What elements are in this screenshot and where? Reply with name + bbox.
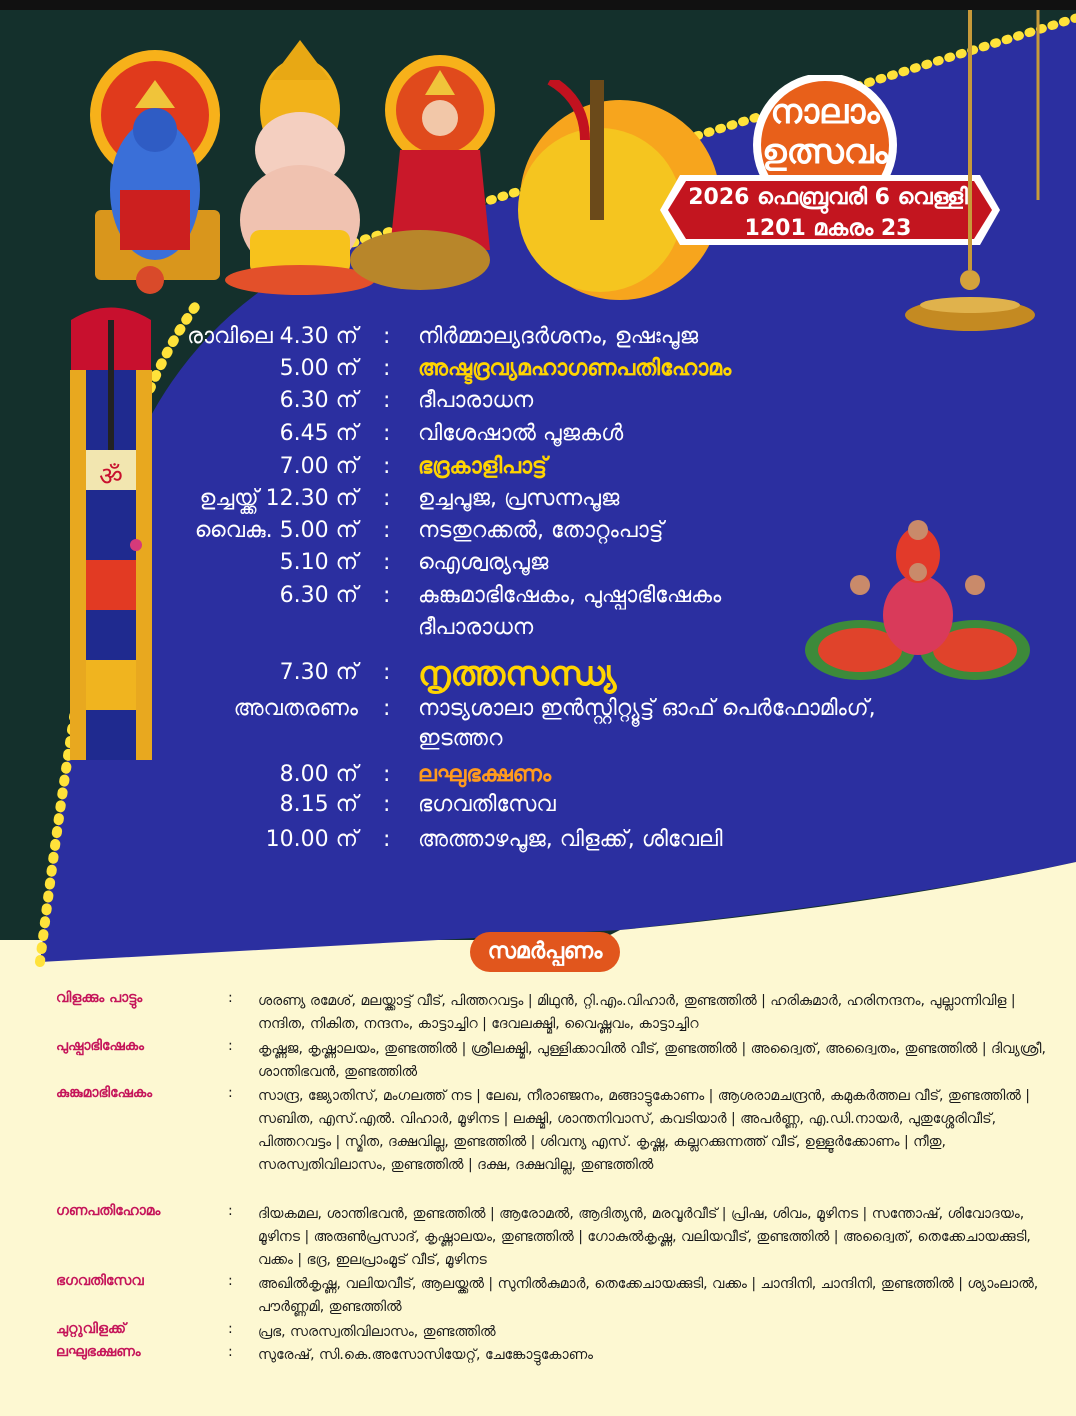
title-line-2: ഉത്സവം <box>762 132 888 172</box>
schedule-row <box>0 583 1076 645</box>
schedule-event: ഭദ്രകാളിപാട്ട് <box>418 454 547 479</box>
schedule-time: വൈകു. 5.00 ന് <box>194 518 358 543</box>
schedule-row <box>0 324 1076 354</box>
dedication-colon: : <box>228 990 233 1006</box>
dedication-colon: : <box>228 1203 233 1219</box>
schedule-time: 6.30 ന് <box>279 583 358 608</box>
dedication-text: പ്രഭ, സരസ്വതിവിലാസം, തുണ്ടത്തിൽ <box>258 1324 496 1340</box>
schedule-row <box>0 421 1076 451</box>
oil-lamp-icon <box>890 0 1040 350</box>
schedule-time: 5.00 ന് <box>279 356 358 381</box>
schedule-time: 7.30 ന് <box>279 660 358 685</box>
schedule-colon: : <box>383 388 391 413</box>
deities-image <box>80 40 510 300</box>
schedule-event-line2: ഇടത്തറ <box>418 726 503 751</box>
schedule-event: വിശേഷാൽ പൂജകൾ <box>418 421 624 446</box>
schedule-time: 8.00 ന് <box>279 762 358 787</box>
schedule-colon: : <box>383 454 391 479</box>
schedule-row <box>0 654 1076 698</box>
dedication-colon: : <box>228 1273 233 1289</box>
schedule-row <box>0 696 1076 758</box>
dedication-label: ചുറ്റുവിളക്ക് <box>56 1321 126 1337</box>
schedule-colon: : <box>383 324 391 349</box>
schedule-colon: : <box>383 792 391 817</box>
schedule-row <box>0 486 1076 516</box>
schedule-row <box>0 792 1076 822</box>
dedication-colon: : <box>228 1321 233 1337</box>
schedule-row <box>0 550 1076 580</box>
schedule-event: അത്താഴപൂജ, വിളക്ക്, ശിവേലി <box>418 827 723 852</box>
date-line-1: 2026 ഫെബ്രുവരി 6 വെള്ളി <box>688 185 968 210</box>
schedule-colon: : <box>383 550 391 575</box>
dedication-text: സുരേഷ്, സി.കെ.അസോസിയേറ്റ്, ചേങ്കോട്ടുകോണം <box>258 1347 594 1363</box>
schedule-time: അവതരണം <box>233 696 358 721</box>
schedule-colon: : <box>383 486 391 511</box>
schedule-event: നിർമ്മാല്യദർശനം, ഉഷഃപൂജ <box>418 324 699 349</box>
schedule-row <box>0 827 1076 857</box>
schedule-event: കുങ്കുമാഭിഷേകം, പുഷ്പാഭിഷേകം <box>418 583 722 608</box>
dedication-text: കൃഷ്ണജ, കൃഷ്ണാലയം, തുണ്ടത്തിൽ | ശ്രീലക്ഷ്മി, പുള്ളിക്കാവിൽ വീട്, തുണ്ടത്തിൽ | അദ്വൈത്, അദ്വൈതം, തുണ്ടത്തിൽ | ദിവ്യശ്രീ, ശാന്തിഭവൻ, തുണ്ടത്തിൽ <box>258 1041 1046 1080</box>
schedule-event: ദീപാരാധന <box>418 388 534 413</box>
schedule-time: 8.15 ന് <box>279 792 358 817</box>
schedule-colon: : <box>383 518 391 543</box>
schedule-event-line2: ദീപാരാധന <box>418 615 534 640</box>
festival-title <box>740 92 910 172</box>
schedule-event: ഐശ്വര്യപൂജ <box>418 550 549 575</box>
schedule-row <box>0 762 1076 792</box>
schedule-event: നൃത്തസന്ധ്യ <box>418 654 617 694</box>
dedication-text: ദിയകമല, ശാന്തിഭവൻ, തുണ്ടത്തിൽ | ആരോമൽ, ആദിത്യൻ, മരവൂർവീട് | പ്രിഷ, ശിവം, മൂഴിനട | സന്തോഷ്, ശിവോദയം, മൂഴിനട | അരുൺപ്രസാദ്, കൃഷ്ണാലയം, തുണ്ടത്തിൽ | ഗോകുൽകൃഷ്ണ, വലിയവീട്, തുണ്ടത്തിൽ | അദ്വൈത്, തെക്കേചായക്കുടി, വക്കം | ഭദ്ര, ഇലപ്രാംമൂട് വീട്, മൂഴിനട <box>258 1206 1031 1268</box>
dedication-text: സാന്ദ്ര, ജ്യോതിസ്, മംഗലത്ത് നട | ലേഖ, നീരാഞ്ജനം, മങ്ങാട്ടുകോണം | ആശരാമചന്ദ്രൻ, കമുകർത്തല വീട്, തുണ്ടത്തിൽ | സബിത, എസ്.എൽ. വിഹാർ, മൂഴിനട | ലക്ഷ്മി, ശാന്തനിവാസ്, കവടിയാർ | അപർണ്ണ, എ.ഡി.നായർ, പുതുശ്ശേരിവീട്, പിത്തറവട്ടം | സ്മിത, ദക്ഷവില്ല, തുണ്ടത്തിൽ | ശിവന്യ എസ്. കൃഷ്ണ, കല്ലറക്കുന്നത്ത് വീട്, ഉള്ളൂർക്കോണം | നീതു, സരസ്വതിവിലാസം, തുണ്ടത്തിൽ | ദക്ഷ, ദക്ഷവില്ല, തുണ്ടത്തിൽ <box>258 1088 1031 1173</box>
schedule-row <box>0 454 1076 484</box>
date-line-2: 1201 മകരം 23 <box>744 216 912 241</box>
schedule-event: ലഘുഭക്ഷണം <box>418 762 552 787</box>
schedule-event: നടതുറക്കൽ, തോറ്റംപാട്ട് <box>418 518 664 543</box>
deity-lakshmi-image <box>350 55 495 290</box>
schedule-time: 7.00 ന് <box>279 454 358 479</box>
schedule-colon: : <box>383 696 391 721</box>
schedule-time: 6.45 ന് <box>279 421 358 446</box>
schedule-row <box>0 388 1076 418</box>
schedule-colon: : <box>383 660 391 685</box>
schedule-time: ഉച്ചയ്ക്ക് 12.30 ന് <box>199 486 358 511</box>
schedule-row <box>0 356 1076 386</box>
schedule-event: നാട്യശാലാ ഇൻസ്റ്റിറ്റ്യൂട്ട് ഓഫ് പെർഫോമിംഗ്, <box>418 696 876 721</box>
samarpanam-heading: സമർപ്പണം <box>470 932 620 972</box>
title-line-1: നാലാം <box>770 92 880 132</box>
dedication-label: ലഘുഭക്ഷണം <box>56 1344 141 1360</box>
schedule-colon: : <box>383 421 391 446</box>
schedule-colon: : <box>383 356 391 381</box>
schedule-event: ഭഗവതിസേവ <box>418 792 556 817</box>
schedule-time: രാവിലെ 4.30 ന് <box>187 324 358 349</box>
schedule-colon: : <box>383 583 391 608</box>
schedule-colon: : <box>383 827 391 852</box>
schedule-colon: : <box>383 762 391 787</box>
dedication-label: പുഷ്പാഭിഷേകം <box>56 1038 145 1054</box>
schedule-time: 5.10 ന് <box>279 550 358 575</box>
deity-kali-image <box>90 50 220 294</box>
dedication-colon: : <box>228 1344 233 1360</box>
sword-hilt <box>590 80 604 220</box>
svg-text:ॐ: ॐ <box>99 462 123 492</box>
dedication-label: ഭഗവതിസേവ <box>56 1273 144 1289</box>
schedule-row <box>0 518 1076 548</box>
dedication-text: ശരണ്യ രമേശ്, മലയ്ക്കാട്ട് വീട്, പിത്തറവട്ടം | മിഥുൻ, റ്റി.എം.വിഹാർ, തുണ്ടത്തിൽ | ഹരികുമാർ, ഹരിനന്ദനം, പുല്ലാന്നിവിള | നന്ദിത, നികിത, നന്ദനം, കാട്ടാച്ചിറ | ദേവലക്ഷ്മി, വൈഷ്ണവം, കാട്ടാച്ചിറ <box>258 993 1016 1032</box>
dedication-text: അഖിൽകൃഷ്ണ, വലിയവീട്, ആലയ്ക്കൽ | സുനിൽകുമാർ, തെക്കേചായക്കുടി, വക്കം | ചാന്ദിനി, ചാന്ദിനി, തുണ്ടത്തിൽ | ശ്യാംലാൽ, പൗർണ്ണമി, തുണ്ടത്തിൽ <box>258 1276 1039 1315</box>
dedication-label: വിളക്കും പാട്ടും <box>56 990 143 1006</box>
schedule-time: 6.30 ന് <box>279 388 358 413</box>
dedication-colon: : <box>228 1038 233 1054</box>
dedication-colon: : <box>228 1085 233 1101</box>
schedule-event: ഉച്ചപൂജ, പ്രസന്നപൂജ <box>418 486 620 511</box>
dedication-label: കുങ്കുമാഭിഷേകം <box>56 1085 153 1101</box>
dedication-label: ഗണപതിഹോമം <box>56 1203 161 1219</box>
schedule-time: 10.00 ന് <box>265 827 358 852</box>
schedule-event: അഷ്ടദ്രവ്യമഹാഗണപതിഹോമം <box>418 356 732 381</box>
